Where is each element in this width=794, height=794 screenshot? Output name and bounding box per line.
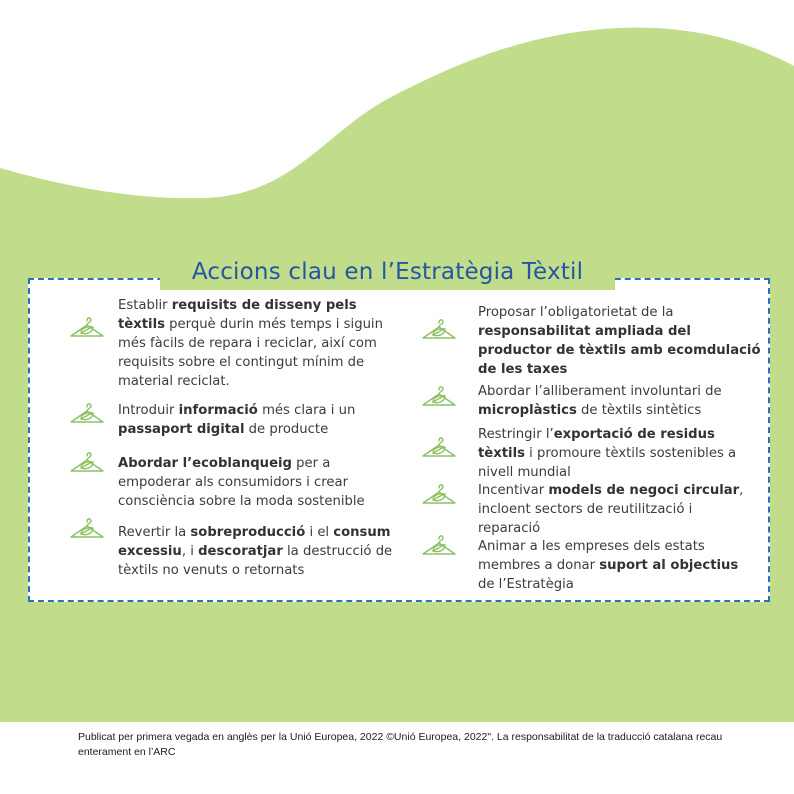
text-span: i promoure tèxtils sostenibles a nivell mundial	[478, 446, 737, 480]
text-span: més clara i un	[257, 403, 356, 418]
text-span: de l’Estratègia	[478, 577, 574, 592]
bold-text: descoratjar	[198, 544, 283, 559]
hanger-leaf-icon	[420, 381, 458, 411]
text-span: Animar a les empreses dels estats membres a donar	[478, 539, 705, 573]
text-span: perquè durin més temps i siguin més fàcils de repara i reciclar, així com requisits sobre el contingut mínim de material reciclat.	[118, 317, 383, 389]
hanger-leaf-icon	[68, 398, 106, 428]
action-item	[478, 537, 748, 594]
bold-text: suport al objectius	[599, 558, 739, 573]
bold-text: exportació de residus tèxtils	[478, 427, 715, 461]
action-item	[118, 523, 396, 580]
hanger-leaf-icon	[420, 479, 458, 509]
action-item	[478, 303, 764, 379]
action-item	[478, 425, 750, 482]
bold-text: models de negoci circular	[548, 483, 740, 498]
hanger-leaf-icon	[68, 513, 106, 543]
hanger-leaf-icon	[420, 530, 458, 560]
hanger-leaf-icon	[420, 432, 458, 462]
text-span: per a empoderar als consumidors i crear consciència sobre la moda sostenible	[118, 456, 365, 509]
text-span: Abordar l’alliberament involuntari de	[478, 384, 722, 399]
action-item	[478, 481, 748, 538]
text-span: Incentivar	[478, 483, 549, 498]
action-item	[118, 401, 388, 439]
bold-text: sobreproducció	[190, 525, 306, 540]
footer	[0, 722, 794, 794]
action-item	[118, 296, 396, 391]
text-span: Introduir	[118, 403, 179, 418]
bold-text: passaport digital	[118, 422, 245, 437]
bold-text: microplàstics	[478, 403, 577, 418]
action-item	[118, 454, 386, 511]
footer-credit: Publicat per primera vegada en anglès per la Unió Europea, 2022 ©Unió Europea, 2022". La responsabilitat de la traducció catalana recau enterament en l’ARC	[78, 731, 723, 758]
bold-text: consum excessiu	[118, 525, 391, 559]
text-span: , i	[181, 544, 199, 559]
bold-text: requisits de disseny pels tèxtils	[118, 298, 357, 332]
bold-text: Abordar l’ecoblanqueig	[118, 456, 292, 471]
hanger-leaf-icon	[68, 312, 106, 342]
text-span: la destrucció de tèxtils no venuts o retornats	[118, 544, 393, 578]
text-span: , incloent sectors de reutilització i reparació	[478, 483, 744, 536]
text-span: de producte	[244, 422, 329, 437]
hanger-leaf-icon	[420, 314, 458, 344]
page-title: Accions clau en l’Estratègia Tèxtil	[160, 254, 615, 290]
bold-text: responsabilitat ampliada del productor de tèxtils amb ecomdulació de les taxes	[478, 324, 761, 377]
text-span: de tèxtils sintètics	[576, 403, 702, 418]
text-span: Proposar l’obligatorietat de la	[478, 305, 674, 320]
hanger-leaf-icon	[68, 447, 106, 477]
text-span: Revertir la	[118, 525, 191, 540]
text-span: Establir	[118, 298, 172, 313]
action-item	[478, 382, 750, 420]
bold-text: informació	[178, 403, 258, 418]
text-span: Restringir l’	[478, 427, 554, 442]
text-span: i el	[305, 525, 334, 540]
